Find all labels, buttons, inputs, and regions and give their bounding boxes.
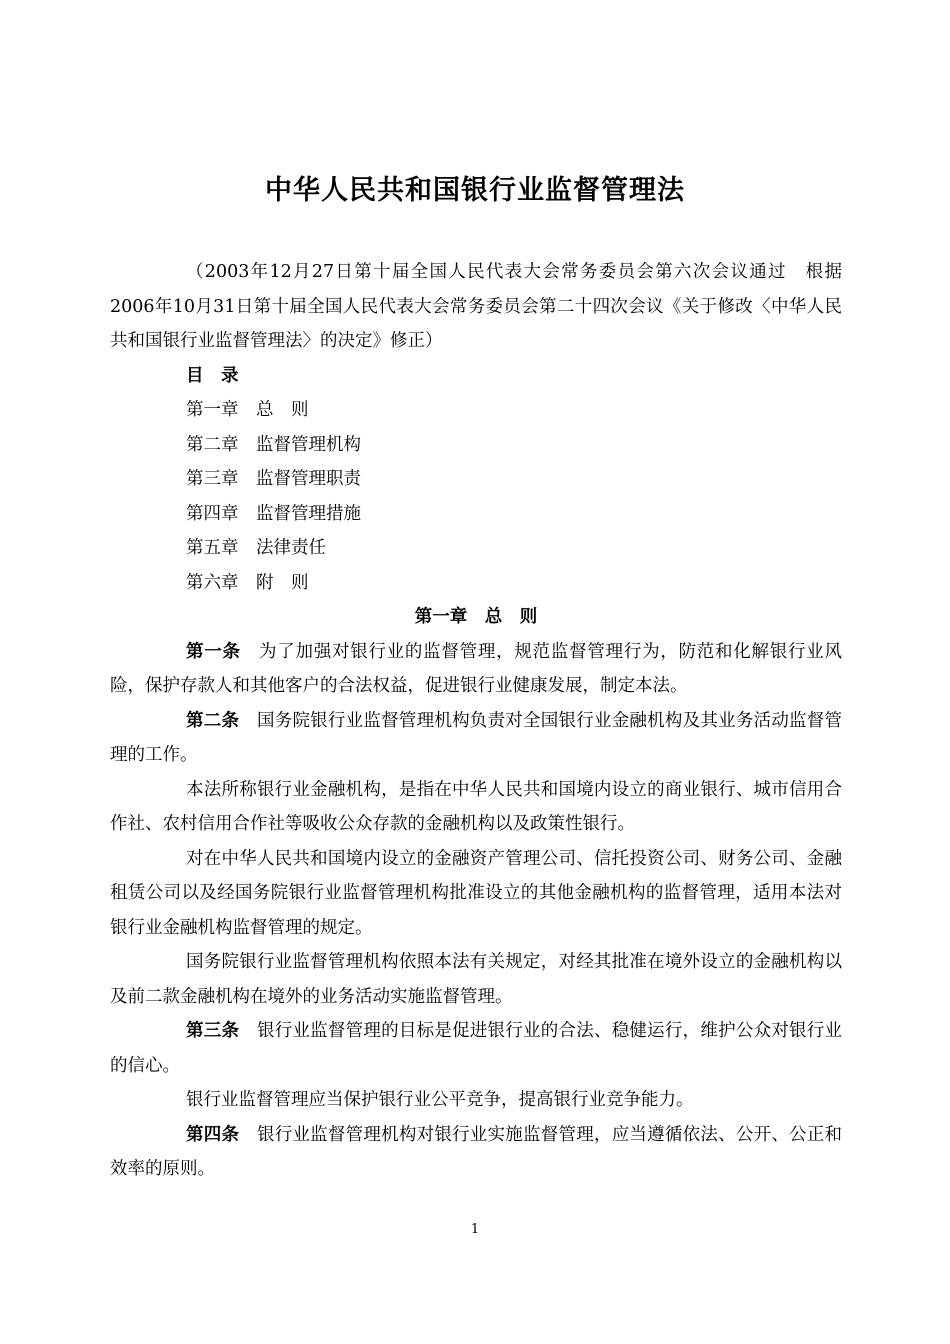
article-label: 第一条 [186, 641, 241, 662]
document-body [110, 255, 842, 1187]
toc-item: 第二章 监督管理机构 [186, 434, 361, 455]
article-paragraph: 银行业监督管理应当保护银行业公平竞争，提高银行业竞争能力。 [186, 1090, 694, 1110]
page-number: 1 [470, 1222, 480, 1237]
article-2 [110, 704, 842, 773]
article-text: 国务院银行业监督管理机构负责对全国银行业金融机构及其业务活动监督管理的工作。 [110, 710, 843, 765]
article-3 [110, 1014, 842, 1083]
article-paragraph: 本法所称银行业金融机构，是指在中华人民共和国境内设立的商业银行、城市信用合作社、农村信用合作社等吸收公众存款的金融机构以及政策性银行。 [110, 779, 842, 834]
article-paragraph: 国务院银行业监督管理机构依照本法有关规定，对经其批准在境外设立的金融机构以及前二款金融机构在境外的业务活动实施监督管理。 [110, 952, 842, 1007]
toc-item: 第五章 法律责任 [186, 538, 326, 558]
article-paragraph: 对在中华人民共和国境内设立的金融资产管理公司、信托投资公司、财务公司、金融租赁公司以及经国务院银行业监督管理机构批准设立的其他金融机构的监督管理，适用本法对银行业金融机构监督管理的规定。 [110, 848, 842, 938]
article-label: 第二条 [186, 710, 240, 731]
article-text: 银行业监督管理的目标是促进银行业的合法、稳健运行，维护公众对银行业的信心。 [110, 1021, 843, 1076]
toc-heading: 目 录 [186, 365, 239, 386]
article-1 [110, 635, 842, 704]
article-text: 为了加强对银行业的监督管理，规范监督管理行为，防范和化解银行业风险，保护存款人和其他客户的合法权益，促进银行业健康发展，制定本法。 [110, 641, 843, 696]
document-title: 中华人民共和国银行业监督管理法 [265, 175, 685, 206]
toc-item: 第四章 监督管理措施 [186, 503, 361, 524]
article-label: 第四条 [186, 1124, 240, 1145]
toc-item: 第一章 总 则 [186, 400, 309, 420]
article-text: 银行业监督管理机构对银行业实施监督管理，应当遵循依法、公开、公正和效率的原则。 [110, 1124, 843, 1179]
toc-item: 第三章 监督管理职责 [186, 469, 361, 489]
toc-item: 第六章 附 则 [186, 572, 309, 593]
chapter-heading: 第一章 总 则 [414, 607, 538, 627]
amendment-note: （2003年12月27日第十届全国人民代表大会常务委员会第六次会议通过 根据2006年10月31日第十届全国人民代表大会常务委员会第二十四次会议《关于修改〈中华人民共和国银行业监督管理法〉的决定》修正） [110, 262, 842, 351]
article-label: 第三条 [186, 1021, 240, 1041]
article-4 [110, 1118, 842, 1187]
